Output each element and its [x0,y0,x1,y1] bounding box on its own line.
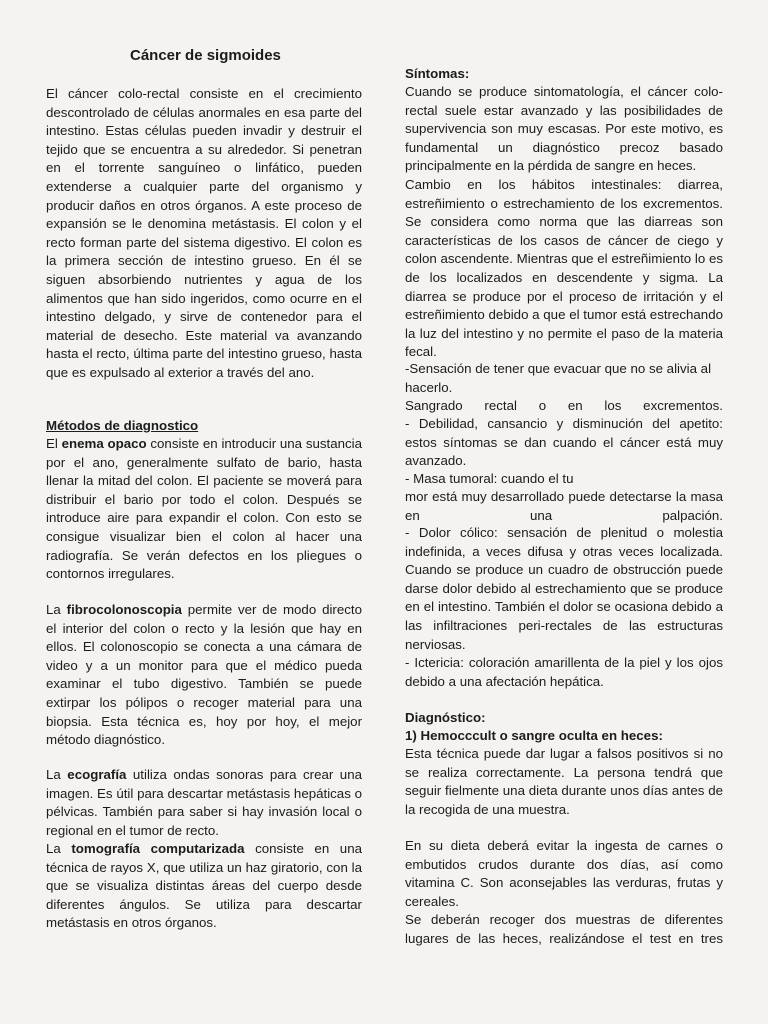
ictericia-paragraph: - Ictericia: coloración amarillenta de la piel y los ojos debido a una afectación hepática. [405,655,723,689]
tomo-term: tomografía computarizada [71,841,245,856]
diagnostico-heading: Diagnóstico: [405,710,486,725]
sintomas-intro: Cuando se produce sintomatología, el cáncer colo-rectal suele estar avanzado y las posibilidades de supervivencia son muy escasas. Por este motivo, es fundamental un diagnóstico precoz basado principalmente en la pérdida de sangre en heces. [405,84,723,174]
sangrado-line: Sangrado rectal o en los excrementos. [405,398,723,413]
fibro-paragraph: La fibrocolonoscopia permite ver de modo directo el interior del colon o recto y la lesión que hay en ellos. El colonoscopio se conecta a una cámara de video y a un monitor para que el médico pueda examinar el tubo digestivo. También se puede extirpar los pólipos o recoger material para una biopsia. Esta técnica es, hoy por hoy, el mejor método diagnóstico. [46,602,362,748]
methods-heading: Métodos de diagnostico [46,418,199,433]
dieta-paragraph: En su dieta deberá evitar la ingesta de carnes o embutidos crudos durante dos días, así como vitamina C. Son aconsejables las verduras, frutas y cereales. [405,838,723,909]
eco-paragraph: La ecografía utiliza ondas sonoras para crear una imagen. Es útil para descartar metástasis hepáticas o pélvicas. También para saber si hay invasión local o regional en el tumor de recto. [46,767,362,838]
hemoccult-heading: 1) Hemocccult o sangre oculta en heces: [405,728,663,743]
debilidad-paragraph: - Debilidad, cansancio y disminución del apetito: estos síntomas se dan cuando el cáncer está muy avanzado. [405,416,723,469]
fibro-term: fibrocolonoscopia [66,602,182,617]
page-title: Cáncer de sigmoides [130,47,281,64]
eco-term: ecografía [67,767,127,782]
enema-paragraph: El enema opaco consiste en introducir una sustancia por el ano, generalmente sulfato de bario, hasta llenar la mitad del colon. El paciente se moverá para distribuir el bario por todo el colon. Después se introduce aire para expandir el colon. Con esto se consigue visualizar bien el colon al hacer una radiografía. Se verán defectos en los pliegues o contornos irregulares. [46,436,362,582]
dolor-paragraph: - Dolor cólico: sensación de plenitud o molestia indefinida, a veces difusa y otras veces localizada. Cuando se produce un cuadro de obstrucción puede darse dolor debido al estrechamiento que se produce en el intestino. También el dolor se ocasiona debido a las infiltraciones peri-rectales de las estructuras nerviosas. [405,525,723,652]
muestras-paragraph: Se deberán recoger dos muestras de diferentes lugares de las heces, realizándose el test en tres [405,912,723,946]
masa-line-b: mor está muy desarrollado puede detectarse la masa en una palpación. [405,489,723,523]
hemoccult-paragraph: Esta técnica puede dar lugar a falsos positivos si no se realiza correctamente. La persona tendrá que seguir fielmente una dieta durante unos días antes de la recogida de una muestra. [405,746,723,817]
masa-line-a: - Masa tumoral: cuando el tu [405,471,574,486]
sensacion-paragraph: -Sensación de tener que evacuar que no se alivia al hacerlo. [405,361,712,395]
enema-term: enema opaco [61,436,147,451]
tomo-paragraph: La tomografía computarizada consiste en una técnica de rayos X, que utiliza un haz giratorio, con la que se visualiza distintas áreas del cuerpo desde diferentes ángulos. Se utiliza para descartar metástasis en otros órganos. [46,841,362,931]
intro-paragraph: El cáncer colo-rectal consiste en el crecimiento descontrolado de células anormales en esa parte del intestino. Estas células pueden invadir y destruir el tejido que se encuentra a su alrededor. Si penetran en el torrente sanguíneo o linfático, pueden extenderse a cualquier parte del organismo y producir daños en otros órganos. A este proceso de expansión se le denomina metástasis. El colon y el recto forman parte del sistema digestivo. El colon es la primera sección de intestino grueso. En él se siguen absorbiendo nutrientes y agua de los alimentos que han sido ingeridos, como ocurre en el intestino delgado, y sirve de contenedor para el material de desecho. Este material va avanzando hasta el recto, última parte del intestino grueso, hasta que es expulsado al exterior a través del ano. [46,86,362,380]
cambio-paragraph: Cambio en los hábitos intestinales: diarrea, estreñimiento o estrechamiento de los excrementos. Se considera como norma que las diarreas son características de los casos de cáncer de ciego y colon ascendente. Mientras que el estreñimiento lo es de los localizados en descendente y sigma. La diarrea se produce por el proceso de irritación y el estreñimiento debido a que el tumor está estrechando la luz del intestino y no permite el paso de la materia fecal. [405,177,723,360]
sintomas-heading: Síntomas: [405,66,470,81]
